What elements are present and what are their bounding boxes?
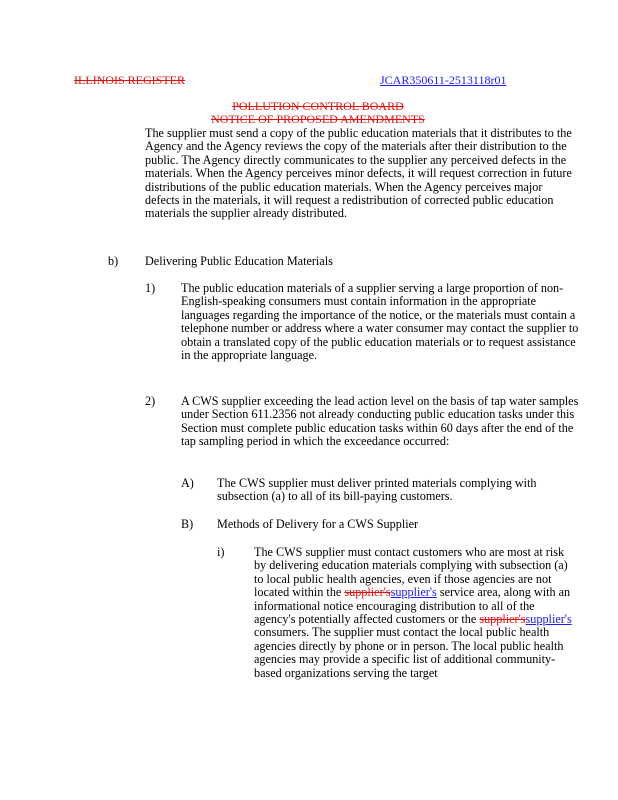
subsection-b-label: b) (108, 254, 119, 268)
item-B-text: Methods of Delivery for a CWS Supplier (217, 517, 419, 531)
item-A-text: The CWS supplier must deliver printed materials complying with subsection (a) to all of its bill-paying customers. (217, 476, 537, 504)
item-i-paragraph (254, 546, 576, 680)
subsection-b-heading: Delivering Public Education Materials (145, 254, 333, 268)
inserted-text: supplier's (525, 612, 572, 627)
item-i-text-1: The CWS supplier must contact customers who are most at risk by delivering education materials complying with subsection (a) to local public health agencies, even if those agencies are not located within the (254, 545, 568, 600)
title-board: POLLUTION CONTROL BOARD (232, 99, 404, 113)
item-1-label: 1) (145, 281, 156, 295)
item-2-text: A CWS supplier exceeding the lead action level on the basis of tap water samples under Section 611.2356 not already conducting public education tasks under this Section must complete public education tasks within 60 days after the end of the tap sampling period in which the exceedance occurred: (181, 394, 579, 449)
item-i-label: i) (217, 545, 225, 559)
intro-paragraph: The supplier must send a copy of the public education materials that it distributes to the Agency and the Agency reviews the copy of the materials after their distribution to the public. The Agency directly communicates to the supplier any perceived defects in the materials. When the Agency perceives minor defects, it will request correction in future distributions of the public education materials. When the Agency perceives major defects in the materials, it will request a redistribution of corrected public education materials the supplier already distributed. (145, 126, 572, 221)
item-A-label: A) (181, 476, 194, 490)
deleted-text: supplier's (479, 612, 526, 627)
deleted-text: supplier's (344, 585, 391, 600)
header-left: ILLINOIS REGISTER (74, 73, 185, 87)
item-2-label: 2) (145, 394, 156, 408)
inserted-text: supplier's (390, 585, 437, 600)
item-i-text-3: consumers. The supplier must contact the local public health agencies directly by phone or in person. The local public health agencies may provide a specific list of additional community-based organizations serving the target (254, 625, 564, 680)
item-i-text-2: service area, along with an informational notice encouraging distribution to all of the agency's potentially affected customers or the (254, 585, 571, 627)
header-right: JCAR350611-2513118r01 (380, 73, 507, 87)
item-1-text: The public education materials of a supplier serving a large proportion of non-English-speaking consumers must contain information in the appropriate languages regarding the importance of the notice, or the materials must contain a telephone number or address where a water consumer may contact the supplier to obtain a translated copy of the public education materials or to request assistance in the appropriate language. (181, 281, 579, 363)
item-B-label: B) (181, 517, 194, 531)
title-notice: NOTICE OF PROPOSED AMENDMENTS (211, 112, 425, 126)
